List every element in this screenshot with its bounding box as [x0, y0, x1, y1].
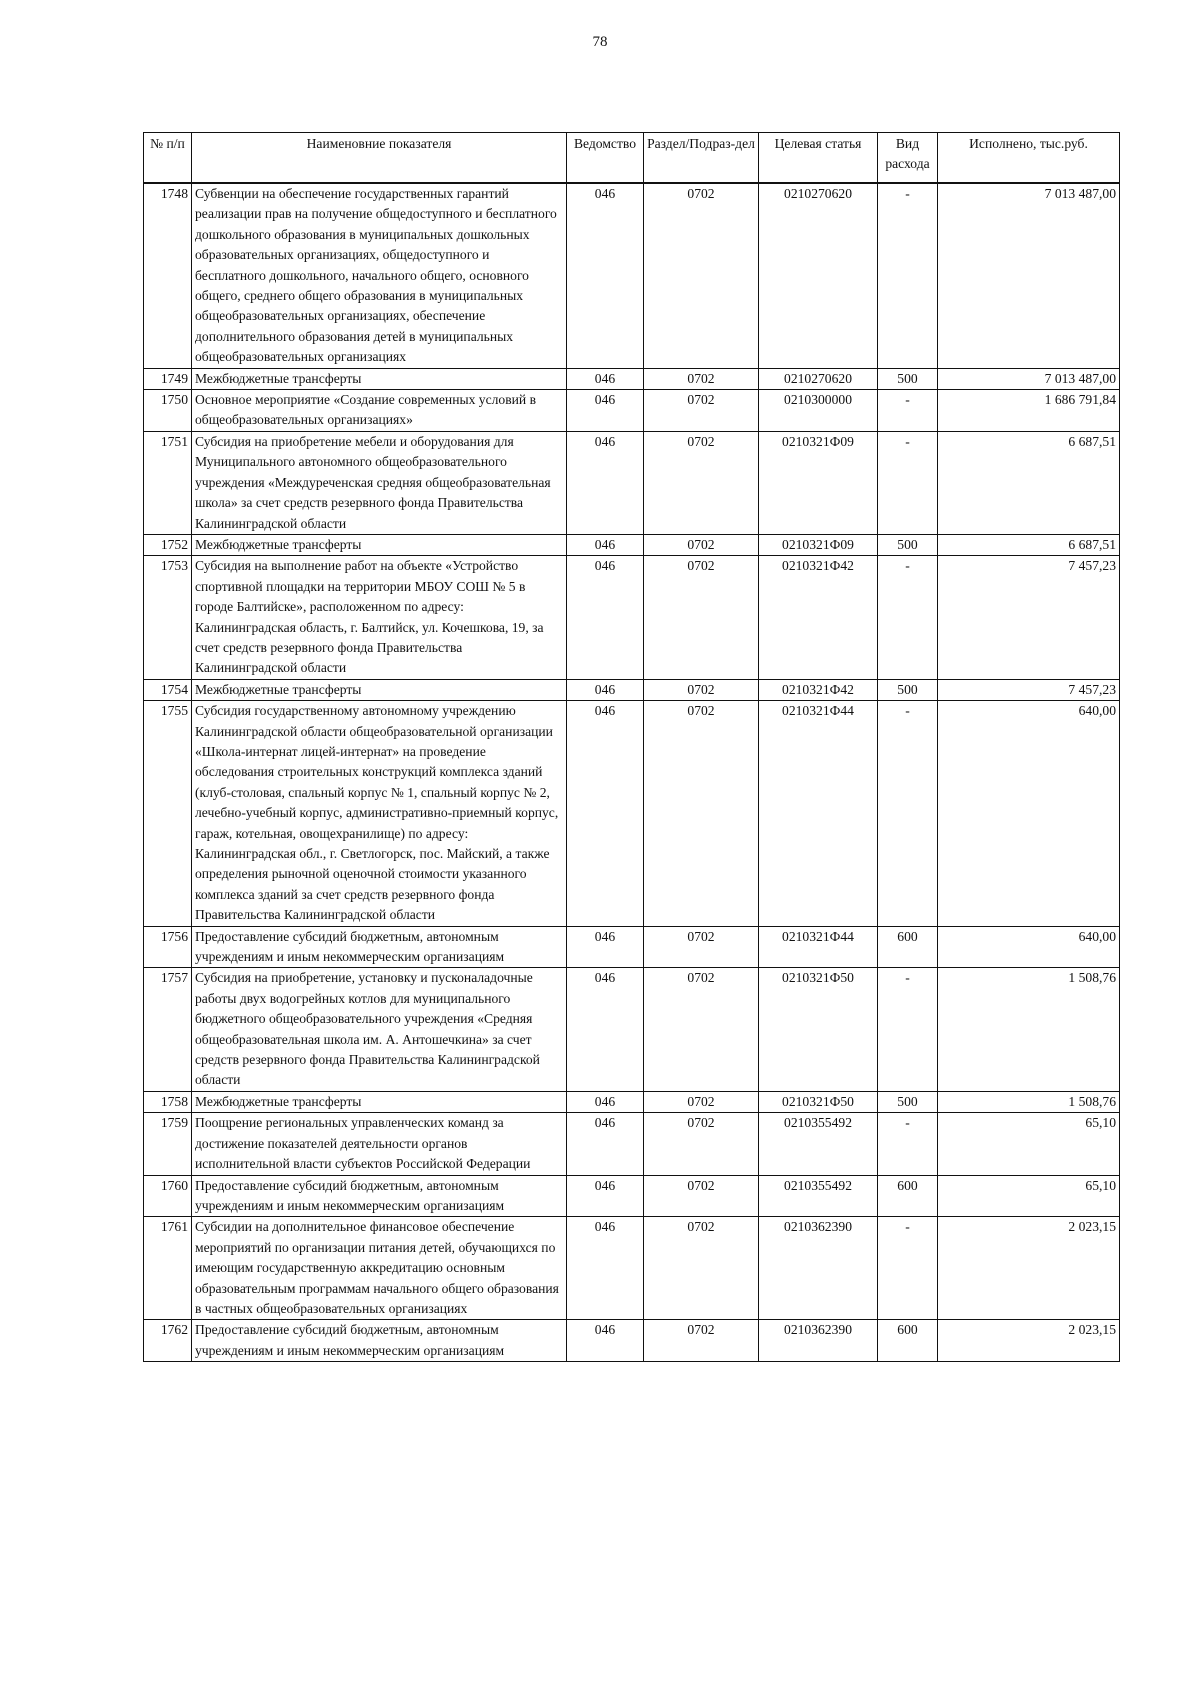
table-row [144, 1091, 1120, 1112]
row-name: Основное мероприятие «Создание современных условий в общеобразовательных организациях» [192, 390, 567, 432]
row-number: 1750 [144, 390, 192, 432]
row-target-item: 0210321Ф09 [759, 534, 878, 555]
row-section: 0702 [644, 1320, 759, 1362]
row-target-item: 0210321Ф44 [759, 926, 878, 968]
table-row [144, 431, 1120, 534]
row-department: 046 [567, 183, 644, 368]
row-target-item: 0210362390 [759, 1320, 878, 1362]
row-expense-kind: - [878, 431, 938, 534]
row-target-item: 0210321Ф44 [759, 701, 878, 926]
row-amount: 7 457,23 [938, 679, 1120, 700]
table-row [144, 368, 1120, 389]
row-target-item: 0210321Ф42 [759, 679, 878, 700]
page-number: 78 [592, 34, 608, 50]
row-expense-kind: 600 [878, 1320, 938, 1362]
row-target-item: 0210270620 [759, 183, 878, 368]
row-section: 0702 [644, 431, 759, 534]
row-department: 046 [567, 390, 644, 432]
row-number: 1762 [144, 1320, 192, 1362]
row-name: Межбюджетные трансферты [192, 1091, 567, 1112]
row-department: 046 [567, 679, 644, 700]
row-section: 0702 [644, 679, 759, 700]
row-name: Межбюджетные трансферты [192, 534, 567, 555]
table-row [144, 390, 1120, 432]
row-expense-kind: - [878, 968, 938, 1091]
row-name: Предоставление субсидий бюджетным, автономным учреждениям и иным некоммерческим организациям [192, 1175, 567, 1217]
row-section: 0702 [644, 183, 759, 368]
header-num: № п/п [144, 133, 192, 184]
row-name: Предоставление субсидий бюджетным, автономным учреждениям и иным некоммерческим организациям [192, 926, 567, 968]
row-name: Субвенции на обеспечение государственных гарантий реализации прав на получение общедоступного и бесплатного дошкольного образования в муниципальных дошкольных образовательных организациях, общедоступного и бесплатного дошкольного, начального общего, основного общего, среднего общего образования в муниципальных общеобразовательных организациях, обеспечение дополнительного образования детей в муниципальных общеобразовательных организациях [192, 183, 567, 368]
row-name: Предоставление субсидий бюджетным, автономным учреждениям и иным некоммерческим организациям [192, 1320, 567, 1362]
row-name: Субсидия на приобретение мебели и оборудования для Муниципального автономного общеобразовательного учреждения «Междуреченская средняя общеобразовательная школа» за счет средств резервного фонда Правительства Калининградской области [192, 431, 567, 534]
row-department: 046 [567, 968, 644, 1091]
row-name: Субсидия государственному автономному учреждению Калининградской области общеобразовательной организации «Школа-интернат лицей-интернат» на проведение обследования строительных конструкций комплекса зданий (клуб-столовая, спальный корпус № 1, спальный корпус № 2, лечебно-учебный корпус, административно-приемный корпус, гараж, котельная, овощехранилище) по адресу: Калининградская обл., г. Светлогорск, пос. Майский, а также определения рыночной оценочной стоимости указанного комплекса зданий за счет средств резервного фонда Правительства Калининградской области [192, 701, 567, 926]
row-section: 0702 [644, 1217, 759, 1320]
header-section: Раздел/Подраз-дел [644, 133, 759, 184]
table-row [144, 701, 1120, 926]
row-number: 1753 [144, 556, 192, 679]
row-number: 1754 [144, 679, 192, 700]
row-target-item: 0210270620 [759, 368, 878, 389]
row-expense-kind: 600 [878, 926, 938, 968]
row-target-item: 0210321Ф42 [759, 556, 878, 679]
budget-table [143, 132, 1120, 1362]
row-amount: 6 687,51 [938, 431, 1120, 534]
row-number: 1755 [144, 701, 192, 926]
row-target-item: 0210355492 [759, 1113, 878, 1175]
row-target-item: 0210321Ф09 [759, 431, 878, 534]
row-department: 046 [567, 701, 644, 926]
row-amount: 7 013 487,00 [938, 183, 1120, 368]
table-row [144, 926, 1120, 968]
row-amount: 7 457,23 [938, 556, 1120, 679]
table-row [144, 1175, 1120, 1217]
row-section: 0702 [644, 368, 759, 389]
header-amount: Исполнено, тыс.руб. [938, 133, 1120, 184]
row-expense-kind: 500 [878, 679, 938, 700]
row-number: 1759 [144, 1113, 192, 1175]
row-name: Межбюджетные трансферты [192, 368, 567, 389]
row-name: Субсидии на дополнительное финансовое обеспечение мероприятий по организации питания детей, обучающихся по имеющим государственную аккредитацию основным образовательным программам начального общего образования в частных общеобразовательных организациях [192, 1217, 567, 1320]
row-expense-kind: 600 [878, 1175, 938, 1217]
row-department: 046 [567, 1217, 644, 1320]
row-number: 1748 [144, 183, 192, 368]
table-body [144, 183, 1120, 1362]
row-department: 046 [567, 1091, 644, 1112]
row-number: 1749 [144, 368, 192, 389]
row-target-item: 0210321Ф50 [759, 968, 878, 1091]
row-expense-kind: - [878, 390, 938, 432]
row-amount: 6 687,51 [938, 534, 1120, 555]
row-target-item: 0210321Ф50 [759, 1091, 878, 1112]
table-row [144, 1217, 1120, 1320]
row-expense-kind: 500 [878, 1091, 938, 1112]
row-number: 1758 [144, 1091, 192, 1112]
row-number: 1761 [144, 1217, 192, 1320]
table-row [144, 679, 1120, 700]
header-kind: Вид расхода [878, 133, 938, 184]
table-row [144, 968, 1120, 1091]
row-department: 046 [567, 1320, 644, 1362]
row-name: Субсидия на приобретение, установку и пусконаладочные работы двух водогрейных котлов для муниципального бюджетного общеобразовательного учреждения «Средняя общеобразовательная школа им. А. Антошечкина» за счет средств резервного фонда Правительства Калининградской области [192, 968, 567, 1091]
row-number: 1751 [144, 431, 192, 534]
row-name: Межбюджетные трансферты [192, 679, 567, 700]
row-section: 0702 [644, 926, 759, 968]
row-name: Поощрение региональных управленческих команд за достижение показателей деятельности органов исполнительной власти субъектов Российской Федерации [192, 1113, 567, 1175]
row-section: 0702 [644, 556, 759, 679]
table-row [144, 183, 1120, 368]
row-target-item: 0210362390 [759, 1217, 878, 1320]
row-amount: 1 686 791,84 [938, 390, 1120, 432]
row-section: 0702 [644, 968, 759, 1091]
table-row [144, 556, 1120, 679]
header-item: Целевая статья [759, 133, 878, 184]
table-row [144, 534, 1120, 555]
row-target-item: 0210355492 [759, 1175, 878, 1217]
row-number: 1757 [144, 968, 192, 1091]
row-expense-kind: 500 [878, 534, 938, 555]
row-section: 0702 [644, 534, 759, 555]
row-section: 0702 [644, 701, 759, 926]
row-department: 046 [567, 926, 644, 968]
row-section: 0702 [644, 1175, 759, 1217]
row-section: 0702 [644, 1113, 759, 1175]
row-section: 0702 [644, 1091, 759, 1112]
row-section: 0702 [644, 390, 759, 432]
row-expense-kind: 500 [878, 368, 938, 389]
table-header [144, 133, 1120, 184]
row-amount: 2 023,15 [938, 1217, 1120, 1320]
row-target-item: 0210300000 [759, 390, 878, 432]
table-row [144, 1113, 1120, 1175]
row-expense-kind: - [878, 1113, 938, 1175]
row-amount: 7 013 487,00 [938, 368, 1120, 389]
header-dept: Ведомство [567, 133, 644, 184]
row-amount: 65,10 [938, 1175, 1120, 1217]
row-amount: 1 508,76 [938, 1091, 1120, 1112]
row-amount: 640,00 [938, 926, 1120, 968]
row-department: 046 [567, 556, 644, 679]
row-name: Субсидия на выполнение работ на объекте «Устройство спортивной площадки на территории МБОУ СОШ № 5 в городе Балтийске», расположенном по адресу: Калининградская область, г. Балтийск, ул. Кочешкова, 19, за счет средств резервного фонда Правительства Калининградской области [192, 556, 567, 679]
row-amount: 1 508,76 [938, 968, 1120, 1091]
row-expense-kind: - [878, 1217, 938, 1320]
header-name: Наименовние показателя [192, 133, 567, 184]
row-department: 046 [567, 1175, 644, 1217]
row-expense-kind: - [878, 556, 938, 679]
row-expense-kind: - [878, 183, 938, 368]
row-number: 1752 [144, 534, 192, 555]
row-number: 1756 [144, 926, 192, 968]
table-row [144, 1320, 1120, 1362]
row-number: 1760 [144, 1175, 192, 1217]
row-department: 046 [567, 534, 644, 555]
row-amount: 2 023,15 [938, 1320, 1120, 1362]
row-department: 046 [567, 1113, 644, 1175]
row-department: 046 [567, 431, 644, 534]
row-amount: 65,10 [938, 1113, 1120, 1175]
row-expense-kind: - [878, 701, 938, 926]
row-amount: 640,00 [938, 701, 1120, 926]
row-department: 046 [567, 368, 644, 389]
